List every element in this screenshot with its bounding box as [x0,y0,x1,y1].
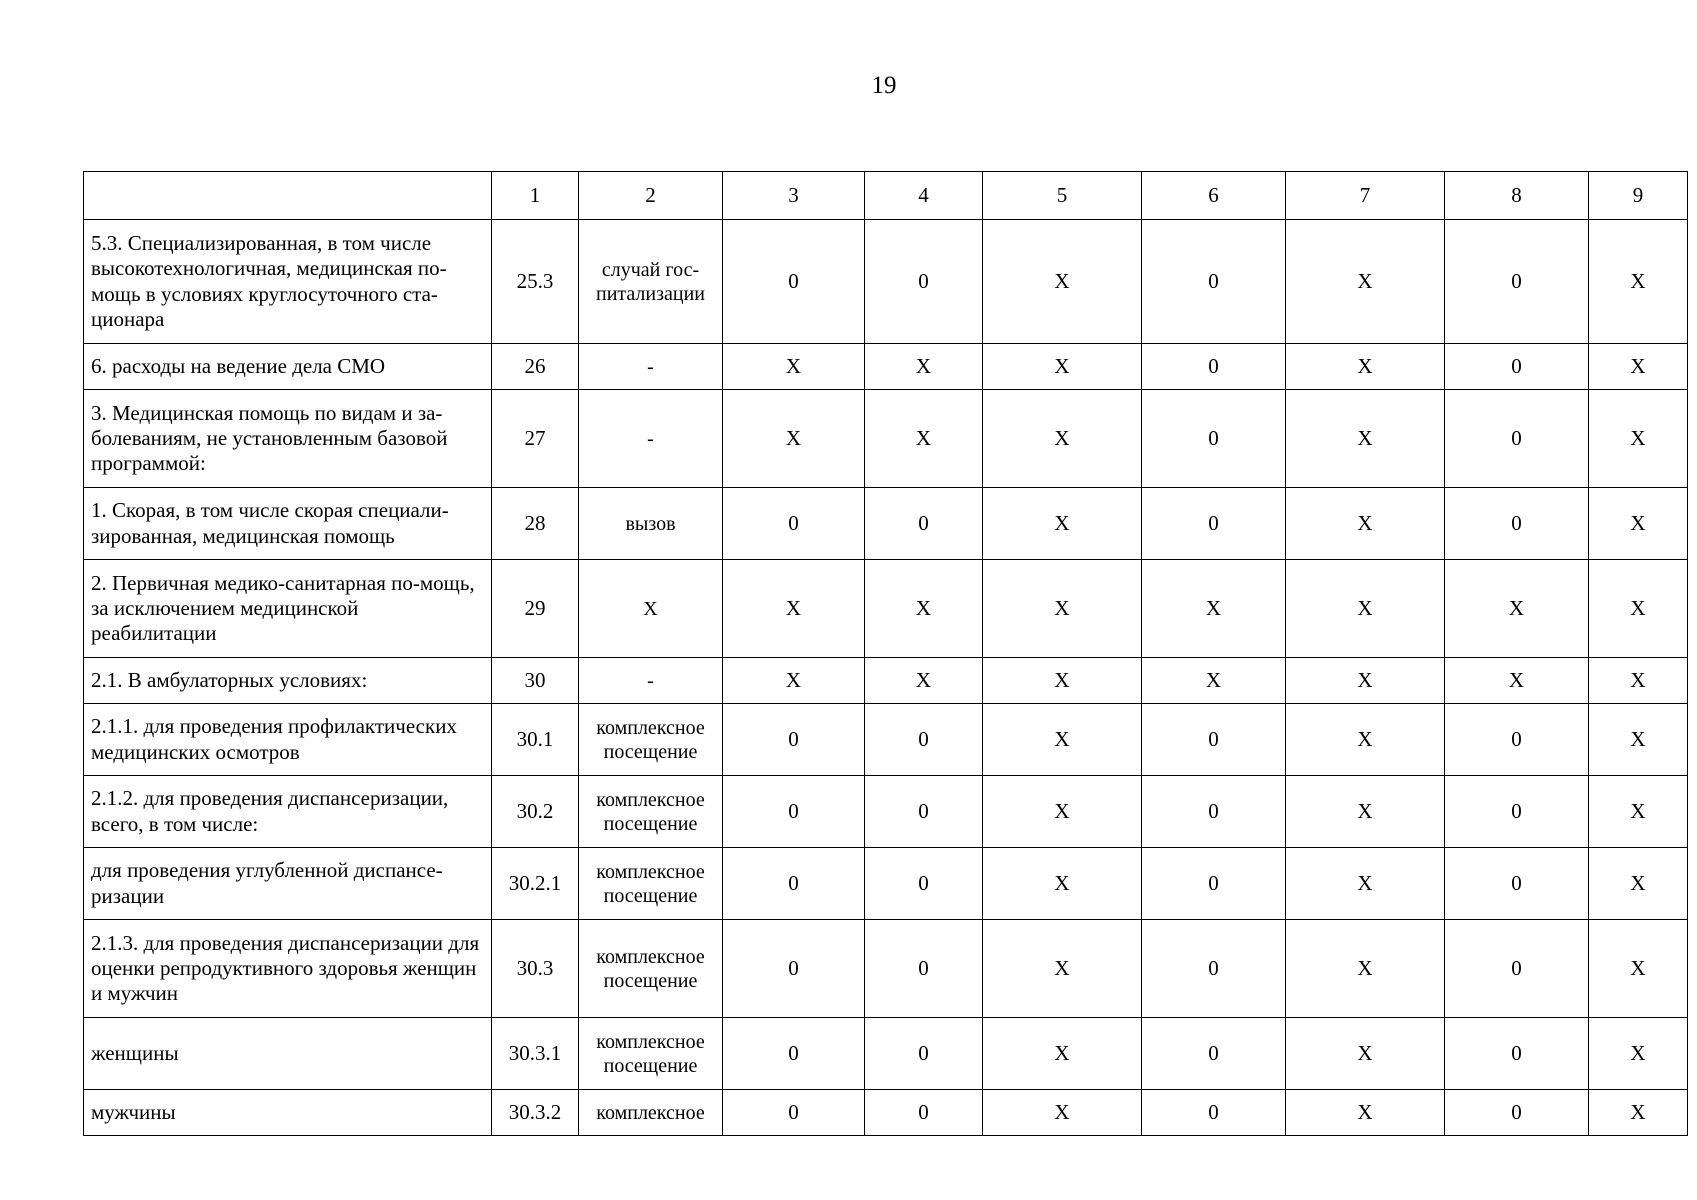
table-row [84,390,1688,488]
row-value-cell: X [983,704,1142,776]
row-value-cell: 0 [1142,848,1286,920]
row-value-cell: 0 [723,1018,865,1090]
row-unit-cell: - [579,344,723,390]
row-value-cell: 0 [1142,344,1286,390]
row-value-cell: X [1589,220,1688,344]
row-value-cell: X [1286,704,1445,776]
row-value-cell: X [983,390,1142,488]
row-name-cell: 2.1.3. для проведения диспансеризации для оценки репродуктивного здоровья женщин и мужчин [84,920,492,1018]
row-value-cell: 0 [723,1090,865,1136]
row-value-cell: X [1589,848,1688,920]
row-value-cell: X [983,658,1142,704]
row-unit-cell: комплексное посещение [579,848,723,920]
row-code-cell: 30.3 [492,920,579,1018]
row-value-cell: 0 [1142,390,1286,488]
row-value-cell: X [723,658,865,704]
row-value-cell: 0 [1445,848,1589,920]
row-unit-cell: комплексное [579,1090,723,1136]
table-body [84,172,1688,1136]
header-cell: 8 [1445,172,1589,220]
row-value-cell: X [983,344,1142,390]
row-value-cell: X [983,848,1142,920]
row-value-cell: X [1589,560,1688,658]
row-value-cell: X [983,776,1142,848]
row-unit-cell: случай гос-питализации [579,220,723,344]
row-name-cell: 1. Скорая, в том числе скорая специали-зированная, медицинская помощь [84,488,492,560]
row-value-cell: 0 [865,1018,983,1090]
row-value-cell: X [1142,560,1286,658]
row-value-cell: X [865,658,983,704]
row-value-cell: X [983,920,1142,1018]
row-value-cell: 0 [723,488,865,560]
row-value-cell: X [1286,488,1445,560]
table-row [84,658,1688,704]
row-value-cell: X [1589,344,1688,390]
row-code-cell: 30.2.1 [492,848,579,920]
row-value-cell: 0 [1445,390,1589,488]
row-value-cell: 0 [1142,1018,1286,1090]
row-value-cell: X [723,560,865,658]
table-row [84,344,1688,390]
row-value-cell: X [983,488,1142,560]
table-row [84,1090,1688,1136]
row-name-cell: 2. Первичная медико-санитарная по-мощь, за исключением медицинской реабилитации [84,560,492,658]
row-value-cell: 0 [1142,776,1286,848]
row-value-cell: X [1589,1090,1688,1136]
row-name-cell: женщины [84,1018,492,1090]
row-unit-cell: комплексное посещение [579,920,723,1018]
table-row [84,704,1688,776]
row-code-cell: 30 [492,658,579,704]
table-row [84,776,1688,848]
row-value-cell: X [1589,390,1688,488]
row-value-cell: X [1589,488,1688,560]
row-value-cell: X [1286,344,1445,390]
row-unit-cell: - [579,390,723,488]
table-row [84,1018,1688,1090]
row-value-cell: X [1286,658,1445,704]
row-name-cell: мужчины [84,1090,492,1136]
row-value-cell: 0 [865,220,983,344]
row-value-cell: X [865,390,983,488]
row-value-cell: 0 [865,1090,983,1136]
row-code-cell: 26 [492,344,579,390]
row-value-cell: X [1286,848,1445,920]
row-name-cell: 6. расходы на ведение дела СМО [84,344,492,390]
row-value-cell: 0 [865,704,983,776]
row-name-cell: 2.1.1. для проведения профилактических медицинских осмотров [84,704,492,776]
row-value-cell: X [1286,776,1445,848]
row-code-cell: 30.3.2 [492,1090,579,1136]
data-table [83,171,1688,1136]
row-value-cell: X [865,344,983,390]
row-value-cell: 0 [1445,220,1589,344]
row-value-cell: X [983,560,1142,658]
row-value-cell: X [1286,220,1445,344]
row-value-cell: 0 [723,920,865,1018]
row-value-cell: X [1286,1018,1445,1090]
row-name-cell: 5.3. Специализированная, в том числе высокотехнологичная, медицинская по-мощь в условиях круглосуточного ста-ционара [84,220,492,344]
row-value-cell: 0 [723,704,865,776]
row-value-cell: X [1589,776,1688,848]
row-value-cell: X [983,220,1142,344]
row-code-cell: 25.3 [492,220,579,344]
row-value-cell: X [1589,920,1688,1018]
row-value-cell: 0 [723,776,865,848]
header-cell: 1 [492,172,579,220]
row-value-cell: X [865,560,983,658]
row-unit-cell: комплексное посещение [579,776,723,848]
row-value-cell: 0 [865,776,983,848]
row-value-cell: X [1445,560,1589,658]
row-value-cell: 0 [1445,704,1589,776]
row-value-cell: 0 [1445,776,1589,848]
row-code-cell: 30.3.1 [492,1018,579,1090]
header-cell [84,172,492,220]
table-row [84,920,1688,1018]
row-value-cell: X [983,1090,1142,1136]
row-value-cell: X [1142,658,1286,704]
row-code-cell: 28 [492,488,579,560]
row-value-cell: X [723,344,865,390]
table-row [84,560,1688,658]
row-unit-cell: X [579,560,723,658]
row-value-cell: 0 [1142,488,1286,560]
row-value-cell: X [1286,920,1445,1018]
row-name-cell: 2.1. В амбулаторных условиях: [84,658,492,704]
row-value-cell: 0 [865,488,983,560]
table-row [84,488,1688,560]
header-cell: 9 [1589,172,1688,220]
row-code-cell: 27 [492,390,579,488]
row-value-cell: 0 [1445,1090,1589,1136]
row-value-cell: 0 [723,848,865,920]
page-number: 19 [871,72,897,99]
row-name-cell: 3. Медицинская помощь по видам и за-болеваниям, не установленным базовой программой: [84,390,492,488]
header-cell: 2 [579,172,723,220]
row-value-cell: X [1286,390,1445,488]
row-value-cell: 0 [1142,1090,1286,1136]
row-value-cell: X [1286,1090,1445,1136]
row-code-cell: 30.2 [492,776,579,848]
header-cell: 5 [983,172,1142,220]
table-row [84,220,1688,344]
row-value-cell: 0 [1445,488,1589,560]
row-unit-cell: вызов [579,488,723,560]
row-unit-cell: - [579,658,723,704]
row-unit-cell: комплексное посещение [579,1018,723,1090]
row-unit-cell: комплексное посещение [579,704,723,776]
row-value-cell: 0 [1445,344,1589,390]
header-cell: 6 [1142,172,1286,220]
row-code-cell: 29 [492,560,579,658]
row-value-cell: X [983,1018,1142,1090]
row-name-cell: для проведения углубленной диспансе-ризации [84,848,492,920]
row-value-cell: 0 [1142,704,1286,776]
header-cell: 4 [865,172,983,220]
row-value-cell: 0 [865,920,983,1018]
row-value-cell: 0 [723,220,865,344]
row-value-cell: X [1589,1018,1688,1090]
row-name-cell: 2.1.2. для проведения диспансеризации, всего, в том числе: [84,776,492,848]
row-value-cell: X [1589,658,1688,704]
row-value-cell: 0 [1445,1018,1589,1090]
table-row [84,848,1688,920]
row-value-cell: X [1445,658,1589,704]
row-value-cell: 0 [1142,920,1286,1018]
row-value-cell: 0 [1445,920,1589,1018]
row-code-cell: 30.1 [492,704,579,776]
header-row [84,172,1688,220]
row-value-cell: X [1589,704,1688,776]
row-value-cell: 0 [865,848,983,920]
header-cell: 3 [723,172,865,220]
row-value-cell: X [1286,560,1445,658]
row-value-cell: 0 [1142,220,1286,344]
row-value-cell: X [723,390,865,488]
header-cell: 7 [1286,172,1445,220]
